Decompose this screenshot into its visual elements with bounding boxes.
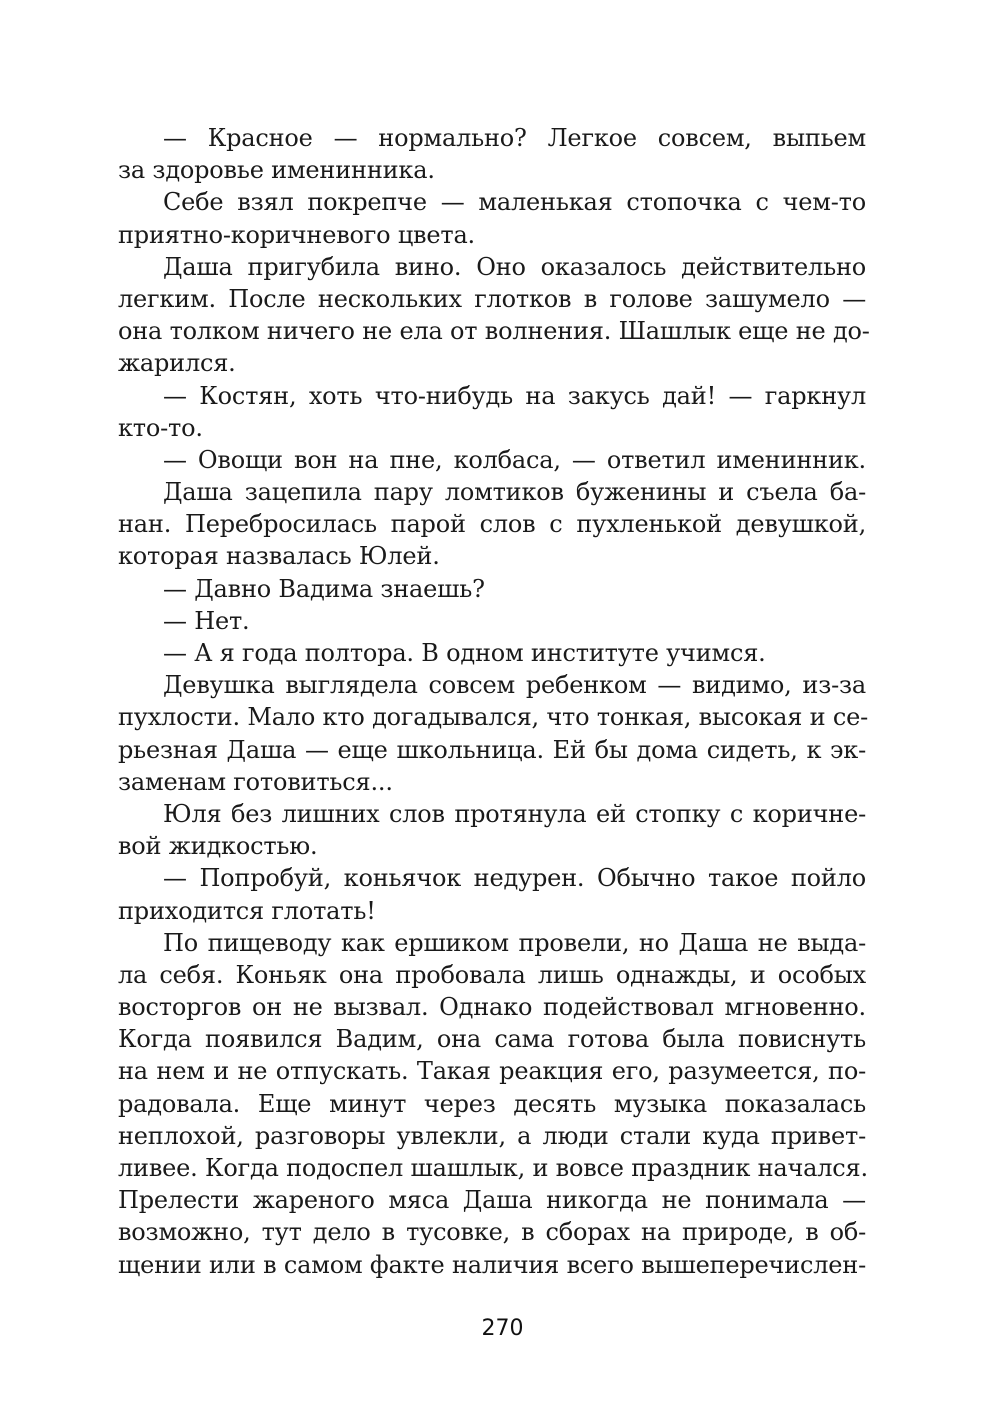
text-line: ливее. Когда подоспел шашлык, и вовсе праздник начался.: [118, 1154, 868, 1182]
text-line: — Красное — нормально? Легкое совсем, выпьем: [163, 124, 866, 152]
text-line: за здоровье именинника.: [118, 156, 435, 185]
text-line: которая назвалась Юлей.: [118, 542, 440, 571]
text-line: Прелести жареного мяса Даша никогда не понимала —: [118, 1186, 866, 1215]
text-line: Юля без лишних слов протянула ей стопку с коричне-: [163, 799, 866, 828]
text-line: — А я года полтора. В одном институте учимся.: [163, 639, 766, 667]
text-line: Даша зацепила пару ломтиков буженины и съела ба-: [163, 478, 866, 507]
text-line: По пищеводу как ершиком провели, но Даша не выда-: [163, 928, 866, 957]
text-line: Девушка выглядела совсем ребенком — видимо, из-за: [163, 671, 866, 700]
text-line: возможно, тут дело в тусовке, в сборах на природе, в об-: [118, 1218, 866, 1247]
text-line: легким. После нескольких глотков в голове зашумело —: [118, 284, 866, 313]
text-line: Когда появился Вадим, она сама готова была повиснуть: [118, 1025, 866, 1054]
text-line: рьезная Даша — еще школьница. Ей бы дома сидеть, к эк-: [118, 735, 866, 764]
text-line: пухлости. Мало кто догадывался, что тонкая, высокая и се-: [118, 703, 868, 732]
text-line: заменам готовиться...: [118, 767, 393, 796]
text-line: неплохой, разговоры увлекли, а люди стали куда привет-: [118, 1121, 866, 1150]
text-line: жарился.: [118, 349, 236, 378]
text-line: приходится глотать!: [118, 896, 376, 925]
text-line: приятно-коричневого цвета.: [118, 220, 475, 249]
text-line: на нем и не отпускать. Такая реакция его, разумеется, по-: [118, 1057, 866, 1086]
text-line: Даша пригубила вино. Оно оказалось действительно: [163, 252, 866, 281]
text-line: — Костян, хоть что-нибудь на закусь дай! — гаркнул: [163, 381, 866, 410]
text-line: она толком ничего не ела от волнения. Шашлык еще не до-: [118, 317, 870, 346]
text-line: Себе взял покрепче — маленькая стопочка с чем-то: [163, 188, 866, 217]
text-line: — Давно Вадима знаешь?: [163, 574, 485, 603]
page-body: [118, 122, 870, 1281]
text-line: ла себя. Коньяк она пробовала лишь однажды, и особых: [118, 960, 866, 989]
text-line: кто-то.: [118, 413, 203, 442]
text-line: вой жидкостью.: [118, 832, 318, 861]
text-line: — Попробуй, коньячок недурен. Обычно такое пойло: [163, 864, 866, 893]
text-line: восторгов он не вызвал. Однако подействовал мгновенно.: [118, 993, 866, 1022]
text-line: нан. Перебросилась парой слов с пухленькой девушкой,: [118, 510, 866, 539]
text-line: — Овощи вон на пне, колбаса, — ответил именинник.: [163, 445, 866, 474]
text-line: радовала. Еще минут через десять музыка показалась: [118, 1089, 866, 1118]
page-number: 270: [481, 1316, 524, 1341]
text-line: щении или в самом факте наличия всего вышеперечислен-: [118, 1250, 866, 1279]
text-line: — Нет.: [163, 606, 250, 635]
